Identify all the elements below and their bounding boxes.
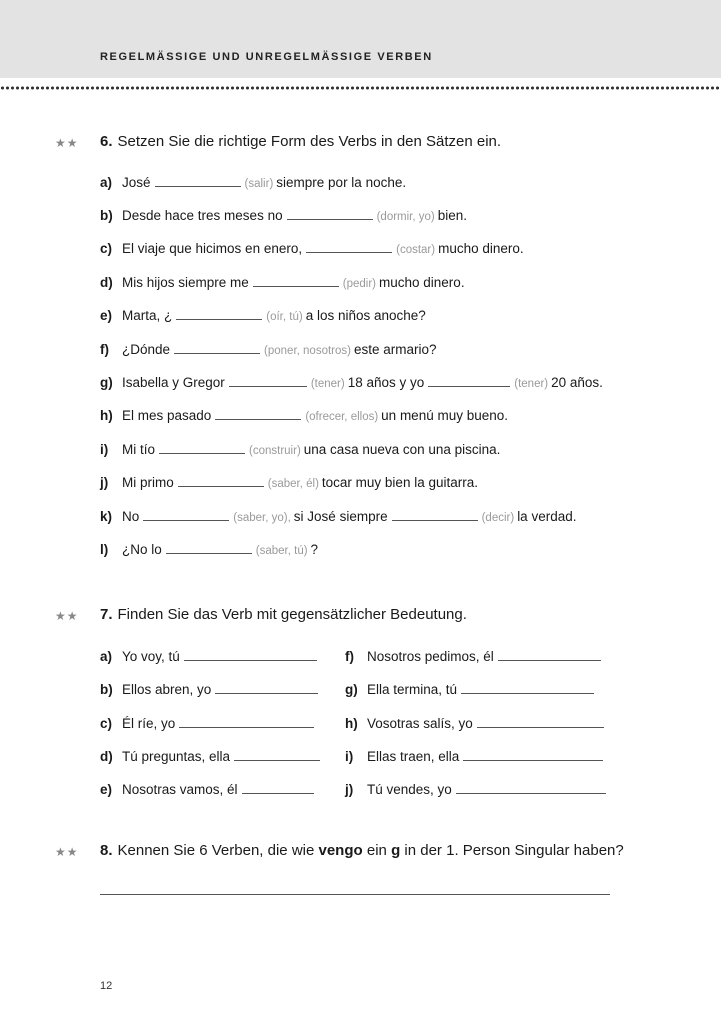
answer-blank[interactable] bbox=[498, 648, 601, 661]
answer-blank[interactable] bbox=[242, 781, 314, 794]
verb-hint: (costar) bbox=[396, 244, 436, 256]
list-item bbox=[100, 474, 478, 492]
exercise-8-instruction: ein bbox=[366, 842, 387, 859]
answer-blank[interactable] bbox=[184, 648, 317, 661]
item-text: mucho dinero. bbox=[379, 275, 465, 290]
item-label: b) bbox=[100, 682, 113, 697]
exercise-7-number: 7. bbox=[100, 606, 113, 623]
item-text: tocar muy bien la guitarra. bbox=[321, 475, 478, 490]
item-text: la verdad. bbox=[517, 509, 577, 524]
item-label: d) bbox=[100, 749, 113, 764]
list-item bbox=[100, 307, 426, 325]
list-item bbox=[100, 715, 318, 733]
answer-blank[interactable] bbox=[178, 474, 264, 487]
list-item bbox=[100, 207, 467, 225]
answer-blank[interactable] bbox=[456, 781, 606, 794]
item-text: Tú preguntas, ella bbox=[122, 749, 231, 764]
item-text: Mi tío bbox=[122, 442, 156, 457]
item-text: si José siempre bbox=[293, 509, 388, 524]
page-header bbox=[0, 0, 721, 78]
item-text: mucho dinero. bbox=[438, 241, 524, 256]
item-text: Tú vendes, yo bbox=[367, 782, 452, 797]
item-text: Mis hijos siempre me bbox=[122, 275, 249, 290]
item-label: h) bbox=[345, 716, 358, 731]
item-text: una casa nueva con una piscina. bbox=[303, 442, 501, 457]
item-text: Ellas traen, ella bbox=[367, 749, 460, 764]
item-text: este armario? bbox=[353, 342, 437, 357]
verb-hint: (pedir) bbox=[342, 278, 377, 290]
exercise-6-number: 6. bbox=[100, 133, 113, 150]
answer-blank[interactable] bbox=[143, 508, 229, 521]
verb-hint: (tener) bbox=[310, 378, 345, 390]
item-text: Isabella y Gregor bbox=[122, 375, 225, 390]
list-item bbox=[345, 781, 610, 799]
answer-blank[interactable] bbox=[253, 274, 339, 287]
item-label: l) bbox=[100, 542, 109, 557]
item-label: h) bbox=[100, 408, 113, 423]
item-text: Nosotros pedimos, él bbox=[367, 649, 494, 664]
answer-blank[interactable] bbox=[155, 174, 241, 187]
item-label: k) bbox=[100, 509, 113, 524]
list-item bbox=[345, 748, 607, 766]
item-label: i) bbox=[100, 442, 109, 457]
item-text: ? bbox=[310, 542, 319, 557]
dotted-divider bbox=[0, 85, 721, 91]
exercise-7-instruction: Finden Sie das Verb mit gegensätzlicher Bedeutung. bbox=[117, 606, 467, 623]
verb-hint: (saber, él) bbox=[267, 478, 319, 490]
verb-hint: (poner, nosotros) bbox=[264, 345, 351, 357]
answer-blank[interactable] bbox=[179, 715, 314, 728]
list-item bbox=[100, 274, 465, 292]
difficulty-stars-8: ★★ bbox=[55, 845, 79, 859]
item-text: Vosotras salís, yo bbox=[367, 716, 473, 731]
answer-blank[interactable] bbox=[166, 541, 252, 554]
exercise-6-instruction: Setzen Sie die richtige Form des Verbs in den Sätzen ein. bbox=[117, 133, 502, 150]
list-item bbox=[100, 341, 437, 359]
exercise-8-emphasis: vengo bbox=[318, 842, 363, 859]
item-text: 18 años y yo bbox=[347, 375, 425, 390]
item-text: Ella termina, tú bbox=[367, 682, 458, 697]
item-text: a los niños anoche? bbox=[305, 308, 426, 323]
answer-blank[interactable] bbox=[392, 508, 478, 521]
verb-hint: (decir) bbox=[481, 512, 515, 524]
header-title: REGELMÄSSIGE UND UNREGELMÄSSIGE VERBEN bbox=[100, 51, 433, 63]
verb-hint: (oír, tú) bbox=[266, 311, 303, 323]
item-label: a) bbox=[100, 649, 113, 664]
verb-hint: (construir) bbox=[249, 445, 301, 457]
answer-blank[interactable] bbox=[306, 240, 392, 253]
item-text: José bbox=[122, 175, 151, 190]
answer-blank[interactable] bbox=[428, 374, 510, 387]
verb-hint: (tener) bbox=[514, 378, 549, 390]
item-label: e) bbox=[100, 782, 113, 797]
exercise-8-instruction: in der 1. Person Singular haben? bbox=[404, 842, 624, 859]
answer-blank[interactable] bbox=[287, 207, 373, 220]
item-label: c) bbox=[100, 716, 113, 731]
item-text: Yo voy, tú bbox=[122, 649, 180, 664]
answer-blank[interactable] bbox=[176, 307, 262, 320]
verb-hint: (salir) bbox=[244, 178, 274, 190]
item-text: Marta, ¿ bbox=[122, 308, 173, 323]
list-item bbox=[345, 715, 608, 733]
item-label: f) bbox=[345, 649, 354, 664]
answer-blank[interactable] bbox=[477, 715, 604, 728]
exercise-8-emphasis: g bbox=[391, 842, 401, 859]
page-number: 12 bbox=[100, 980, 113, 992]
item-text: bien. bbox=[437, 208, 468, 223]
answer-blank[interactable] bbox=[215, 681, 318, 694]
item-label: g) bbox=[100, 375, 113, 390]
item-text: ¿Dónde bbox=[122, 342, 171, 357]
item-text: No bbox=[122, 509, 140, 524]
difficulty-stars-7: ★★ bbox=[55, 609, 79, 623]
list-item bbox=[100, 240, 524, 258]
difficulty-stars-6: ★★ bbox=[55, 136, 79, 150]
list-item bbox=[100, 541, 318, 559]
answer-blank[interactable] bbox=[159, 441, 245, 454]
list-item bbox=[100, 781, 318, 799]
item-label: a) bbox=[100, 175, 113, 190]
answer-blank[interactable] bbox=[461, 681, 594, 694]
item-text: un menú muy bueno. bbox=[381, 408, 509, 423]
exercise-8-title bbox=[100, 842, 624, 859]
item-text: El mes pasado bbox=[122, 408, 212, 423]
list-item bbox=[100, 508, 576, 526]
list-item bbox=[100, 374, 603, 392]
list-item bbox=[345, 648, 605, 666]
item-text: 20 años. bbox=[551, 375, 603, 390]
answer-blank[interactable] bbox=[463, 748, 603, 761]
answer-blank[interactable] bbox=[215, 407, 301, 420]
item-label: c) bbox=[100, 241, 113, 256]
item-label: d) bbox=[100, 275, 113, 290]
item-label: j) bbox=[100, 475, 109, 490]
list-item bbox=[100, 681, 322, 699]
answer-blank[interactable] bbox=[229, 374, 307, 387]
verb-hint: (ofrecer, ellos) bbox=[305, 411, 379, 423]
answer-blank[interactable] bbox=[234, 748, 320, 761]
item-label: e) bbox=[100, 308, 113, 323]
list-item bbox=[100, 441, 500, 459]
item-label: b) bbox=[100, 208, 113, 223]
item-label: f) bbox=[100, 342, 109, 357]
exercise-8-number: 8. bbox=[100, 842, 113, 859]
item-label: i) bbox=[345, 749, 354, 764]
item-text: El viaje que hicimos en enero, bbox=[122, 241, 303, 256]
exercise-8-instruction: Kennen Sie 6 Verben, die wie bbox=[117, 842, 315, 859]
item-label: j) bbox=[345, 782, 354, 797]
verb-hint: (saber, yo), bbox=[233, 512, 291, 524]
list-item bbox=[100, 648, 321, 666]
verb-hint: (saber, tú) bbox=[255, 545, 308, 557]
list-item bbox=[100, 407, 508, 425]
item-label: g) bbox=[345, 682, 358, 697]
exercise-7-title bbox=[100, 606, 467, 623]
answer-blank[interactable] bbox=[100, 894, 610, 895]
exercise-6-title bbox=[100, 133, 501, 150]
item-text: siempre por la noche. bbox=[276, 175, 407, 190]
item-text: Mi primo bbox=[122, 475, 174, 490]
item-text: ¿No lo bbox=[122, 542, 162, 557]
item-text: Desde hace tres meses no bbox=[122, 208, 283, 223]
verb-hint: (dormir, yo) bbox=[376, 211, 435, 223]
item-text: Nosotras vamos, él bbox=[122, 782, 238, 797]
list-item bbox=[100, 748, 324, 766]
item-text: Ellos abren, yo bbox=[122, 682, 212, 697]
item-text: Él ríe, yo bbox=[122, 716, 176, 731]
list-item bbox=[345, 681, 598, 699]
answer-blank[interactable] bbox=[174, 341, 260, 354]
list-item bbox=[100, 174, 406, 192]
